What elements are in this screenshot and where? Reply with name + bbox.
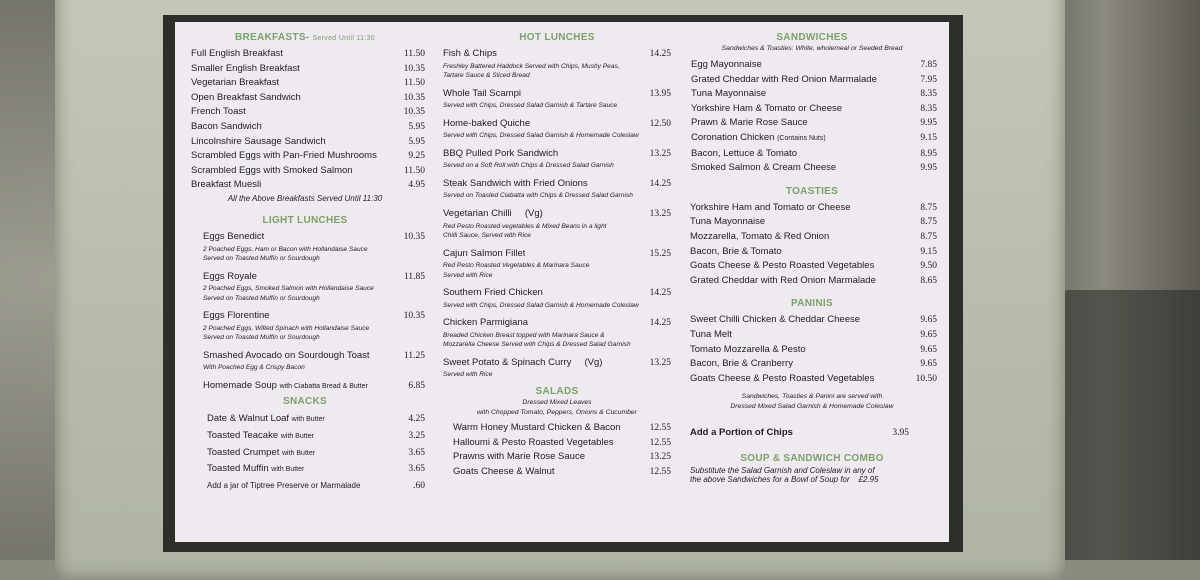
combo-line-1: Substitute the Salad Garnish and Coleslaw in any of: [690, 465, 875, 475]
salads-note-2: with Chopped Tomato, Peppers, Onions & Cucumber: [477, 408, 637, 416]
snacks-heading: SNACKS: [282, 396, 328, 408]
menu-column-left: [185, 30, 425, 494]
list-item: Cajun Salmon Fillet 15.25 Red Pesto Roasted Vegetables & Marinara Sauce Served with Rice: [443, 247, 671, 279]
list-item: Tuna Mayonnaise 8.35: [691, 88, 937, 100]
list-item: Tuna Mayonnaise 8.75: [690, 216, 937, 228]
combo-line-2: the above Sandwiches for a Bowl of Soup for £2.95: [690, 474, 879, 484]
list-item: Homemade Soup with Ciabatta Bread & Butter 6.85: [203, 379, 425, 391]
list-item: Sweet Potato & Spinach Curry (Vg) 13.25 Served with Rice: [443, 356, 671, 379]
breakfasts-heading: BREAKFASTS- Served Until 11:30: [235, 32, 375, 43]
combo-heading: SOUP & SANDWICH COMBO: [740, 452, 884, 464]
list-item: Lincolnshire Sausage Sandwich 5.95: [191, 135, 425, 147]
list-item: Prawn & Marie Rose Sauce 9.95: [691, 117, 937, 129]
list-item: Vegetarian Chilli (Vg) 13.25 Red Pesto Roasted vegetables & Mixed Beans in a light Chilli Sauce, Served with Rice: [443, 207, 671, 240]
menu-column-middle: [443, 30, 671, 479]
list-item: Smaller English Breakfast 10.35: [191, 62, 425, 74]
hot-lunches-heading: HOT LUNCHES: [519, 32, 595, 43]
paninis-list: [687, 313, 937, 386]
breakfasts-list: [185, 47, 425, 193]
list-item: Scrambled Eggs with Smoked Salmon 11.50: [191, 164, 425, 176]
list-item: Southern Fried Chicken 14.25 Served with Chips, Dressed Salad Garnish & Homemade Coleslaw: [443, 287, 671, 309]
salads-note-1: Dressed Mixed Leaves: [522, 398, 592, 406]
list-item: Goats Cheese & Pesto Roasted Vegetables 10.50: [690, 372, 937, 384]
list-item: Bacon Sandwich 5.95: [191, 120, 425, 132]
list-item: Halloumi & Pesto Roasted Vegetables 12.55: [453, 436, 671, 448]
list-item: French Toast 10.35: [191, 106, 425, 118]
list-item: Goats Cheese & Walnut 12.55: [453, 465, 671, 477]
light-lunches-heading: LIGHT LUNCHES: [262, 214, 348, 226]
list-item: BBQ Pulled Pork Sandwich 13.25 Served on a Soft Roll with Chips & Dressed Salad Garnish: [443, 147, 671, 170]
list-item: Open Breakfast Sandwich 10.35: [191, 91, 425, 103]
list-item: Toasted Crumpet with Butter 3.65: [207, 446, 425, 458]
list-item: Add a jar of Tiptree Preserve or Marmalade .60: [207, 480, 425, 491]
list-item: Whole Tail Scampi 13.95 Served with Chips, Dressed Salad Garnish & Tartare Sauce: [443, 87, 671, 110]
list-item: Coronation Chicken (Contains Nuts) 9.15: [691, 131, 937, 143]
list-item: Eggs Royale 11.85 2 Poached Eggs, Smoked Salmon with Hollandaise Sauce Served on Toasted Muffin or Sourdough: [203, 270, 425, 302]
hot-lunches-list: [443, 47, 671, 380]
toasties-heading: TOASTIES: [785, 185, 839, 197]
paninis-note-1: Sandwiches, Toasties & Panini are served with: [741, 393, 883, 401]
list-item: Yorkshire Ham and Tomato or Cheese 8.75: [690, 201, 937, 213]
list-item: Toasted Teacake with Butter 3.25: [207, 430, 425, 441]
list-item: Home-baked Quiche 12.50 Served with Chips, Dressed Salad Garnish & Homemade Coleslaw: [443, 117, 671, 140]
salads-heading: SALADS: [535, 385, 579, 397]
light-lunches-list: [185, 230, 425, 394]
list-item: Steak Sandwich with Fried Onions 14.25 Served on Toasted Ciabatta with Chips & Dressed Salad Garnish: [443, 177, 671, 200]
list-item: Smashed Avocado on Sourdough Toast 11.25 With Poached Egg & Crispy Bacon: [203, 349, 425, 372]
list-item: Eggs Florentine 10.35 2 Poached Eggs, Wilted Spinach with Hollandaise Sauce Served on Toasted Muffin or Sourdough: [203, 310, 425, 342]
toasties-list: [687, 201, 937, 289]
breakfasts-note: All the Above Breakfasts Served Until 11:30: [227, 193, 383, 203]
snacks-list: [185, 411, 425, 494]
list-item: Fish & Chips 14.25 Freshley Battered Haddock Served with Chips, Mushy Peas, Tartare Sauce & Sliced Bread: [443, 48, 671, 80]
list-item: Bacon, Brie & Tomato 9.15: [690, 245, 937, 257]
list-item: Egg Mayonnaise 7.85: [691, 59, 937, 70]
paninis-heading: PANINIS: [791, 298, 833, 310]
list-item: Chicken Parmigiana 14.25 Breaded Chicken Breast topped with Marinara Sauce & Mozzarella Cheese Served with Chips & Dressed Salad Garnish: [443, 317, 671, 349]
list-item: Smoked Salmon & Cream Cheese 9.95: [691, 162, 937, 174]
list-item: Toasted Muffin with Butter 3.65: [207, 463, 425, 475]
list-item: Bacon, Brie & Cranberry 9.65: [690, 358, 937, 370]
menu-column-right: [687, 30, 937, 484]
list-item: Bacon, Lettuce & Tomato 8.95: [691, 147, 937, 159]
list-item: Tomato Mozzarella & Pesto 9.65: [690, 343, 937, 355]
list-item: Vegetarian Breakfast 11.50: [191, 77, 425, 89]
paninis-note-2: Dressed Mixed Salad Garnish & Homemade Coleslaw: [730, 403, 894, 411]
sandwiches-list: [687, 58, 937, 176]
list-item: Goats Cheese & Pesto Roasted Vegetables 9.50: [690, 260, 937, 272]
list-item: Warm Honey Mustard Chicken & Bacon 12.55: [453, 421, 671, 433]
menu-board: [175, 22, 949, 542]
list-item: Eggs Benedict 10.35 2 Poached Eggs, Ham or Bacon with Hollandaise Sauce Served on Toasted Muffin or Sourdough: [203, 230, 425, 263]
list-item: Yorkshire Ham & Tomato or Cheese 8.35: [691, 102, 937, 114]
list-item: Prawns with Marie Rose Sauce 13.25: [453, 451, 671, 463]
salads-list: [443, 421, 671, 479]
list-item: Scrambled Eggs with Pan-Fried Mushrooms 9.25: [191, 150, 425, 162]
list-item: Date & Walnut Loaf with Butter 4.25: [207, 413, 425, 425]
list-item: Tuna Melt 9.65: [690, 328, 937, 340]
sandwiches-note: Sandwiches & Toasties: White, wholemeal or Seeded Bread: [721, 45, 903, 52]
list-item: Sweet Chilli Chicken & Cheddar Cheese 9.65: [690, 314, 937, 326]
list-item: Grated Cheddar with Red Onion Marmalade 7.95: [691, 73, 937, 85]
sandwiches-heading: SANDWICHES: [776, 32, 848, 43]
list-item: Mozzarella, Tomato & Red Onion 8.75: [690, 230, 937, 242]
list-item: Full English Breakfast 11.50: [191, 48, 425, 59]
list-item: Grated Cheddar with Red Onion Marmalade 8.65: [690, 274, 937, 286]
chips-row: Add a Portion of Chips 3.95: [690, 427, 909, 439]
list-item: Breakfast Muesli 4.95: [191, 179, 425, 191]
